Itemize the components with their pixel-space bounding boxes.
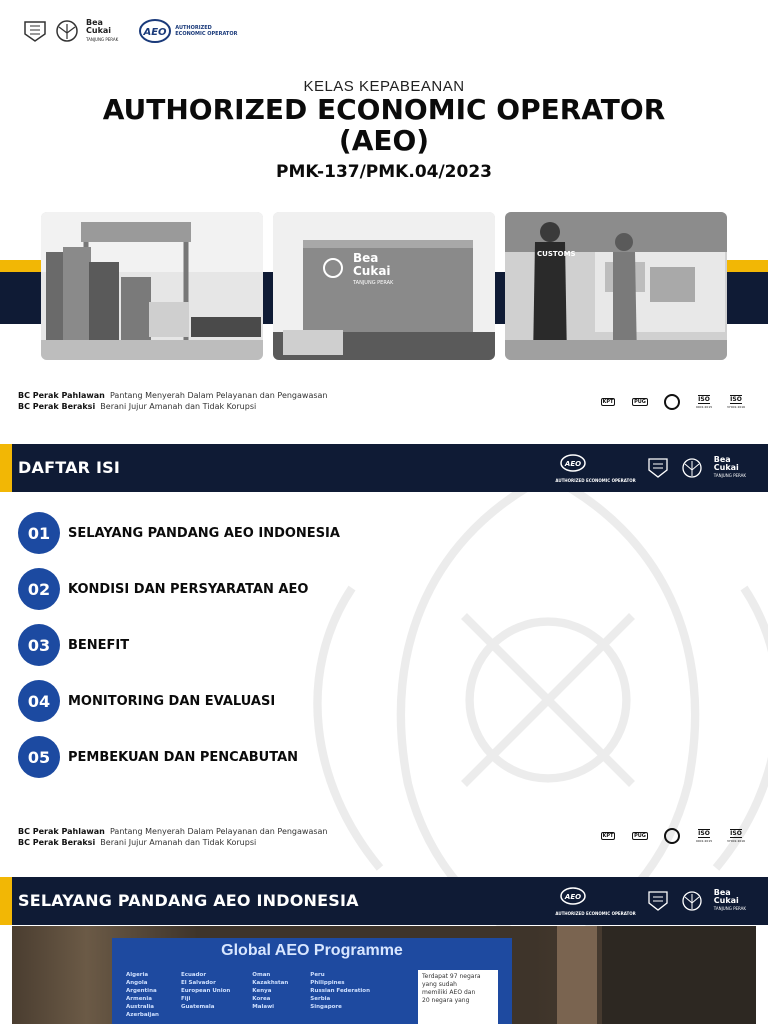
footer-taglines: BC Perak Pahlawan Pantang Menyerah Dalam Pelayanan dan Pengawasan BC Perak Beraksi Berani Jujur Amanah dan Tidak Korupsi	[18, 391, 328, 411]
document-title	[0, 94, 768, 156]
country-name: Azerbaijan	[126, 1012, 159, 1018]
overview-section-bar	[0, 877, 768, 925]
country-name: Malawi	[252, 1004, 275, 1010]
toc-label: MONITORING DAN EVALUASI	[68, 693, 276, 709]
country-name: Kenya	[252, 988, 272, 994]
bea-cukai-mini-wordmark: Bea Cukai TANJUNG PERAK	[713, 888, 746, 911]
toc-label: KONDISI DAN PERSYARATAN AEO	[68, 581, 309, 597]
aeo-logo: AEO AUTHORIZED ECONOMIC OPERATOR	[138, 18, 237, 44]
building-sign-bea: Bea	[353, 251, 379, 265]
country-name: Fiji	[180, 996, 191, 1002]
toc-bar-logos	[555, 452, 746, 484]
customs-vest-text: CUSTOMS	[537, 250, 576, 258]
toc-section-bar	[0, 444, 768, 492]
photo-bea-cukai-building	[273, 212, 495, 360]
country-name: Algeria	[126, 972, 149, 978]
gold-accent-right	[724, 260, 768, 272]
country-name: Korea	[252, 996, 271, 1002]
slide-title: Global AEO Programme	[221, 942, 403, 959]
building-sign-tanjung-perak: TANJUNG PERAK	[353, 280, 394, 286]
svg-text:AEO: AEO	[143, 27, 167, 38]
toc-number: 04	[18, 680, 60, 722]
seal-badge-icon	[662, 826, 682, 846]
seal-badge-icon	[662, 392, 682, 412]
kpt-badge-icon: KPT	[602, 399, 614, 405]
svg-text:AEO: AEO	[565, 892, 582, 901]
toc-item-02[interactable]	[18, 568, 308, 610]
certification-badges-2	[598, 826, 746, 846]
title-line-2: (AEO)	[338, 124, 430, 157]
certification-badges	[598, 392, 746, 412]
document-kicker: KELAS KEPABEANAN	[303, 78, 465, 95]
overview-bar-logos	[555, 885, 746, 917]
country-name: El Salvador	[180, 980, 216, 986]
bea-cukai-emblem-icon	[54, 18, 80, 44]
bea-cukai-wordmark: Bea Cukai TANJUNG PERAK	[86, 17, 119, 42]
bea-cukai-mini-emblem-icon	[680, 889, 704, 913]
country-name: Serbia	[310, 996, 331, 1002]
iso-37001-badge-icon: ISO 37001:2016	[726, 830, 746, 843]
toc-item-04[interactable]	[18, 680, 275, 722]
aeo-mini-logo-icon: AEO AUTHORIZED ECONOMIC OPERATOR	[555, 454, 635, 483]
country-name: Argentina	[126, 988, 157, 994]
toc-number: 01	[18, 512, 60, 554]
aeo-globe-icon	[138, 18, 172, 44]
toc-label: PEMBEKUAN DAN PENCABUTAN	[68, 749, 299, 765]
photo-port-containers	[41, 212, 263, 360]
toc-item-03[interactable]	[18, 624, 129, 666]
toc-number: 05	[18, 736, 60, 778]
iso-9001-badge-icon: ISO 9001:2015	[695, 396, 713, 409]
kemenkeu-logo-icon	[22, 18, 48, 44]
toc-item-05[interactable]	[18, 736, 298, 778]
country-name: European Union	[180, 988, 231, 994]
section-accent	[0, 877, 12, 925]
country-name: Oman	[252, 972, 271, 978]
country-name: Armenia	[126, 996, 152, 1002]
slide-note: Terdapat 97 negara yang sudah memiliki AEO dan 20 negara yang	[418, 970, 498, 1024]
country-name: Russian Federation	[310, 988, 370, 994]
toc-item-01[interactable]	[18, 512, 340, 554]
country-name: Ecuador	[180, 972, 207, 978]
pug-badge-icon: PUG	[634, 399, 646, 405]
svg-text:AEO: AEO	[565, 459, 582, 468]
gold-accent-left	[0, 260, 44, 272]
kemenkeu-mini-logo-icon	[646, 456, 670, 480]
toc-number: 03	[18, 624, 60, 666]
country-name: Singapore	[310, 1004, 342, 1010]
country-name: Australia	[126, 1004, 154, 1010]
country-name: Guatemala	[180, 1004, 215, 1010]
country-name: Kazakhstan	[252, 980, 289, 986]
iso-37001-badge-icon: ISO 37001:2016	[726, 396, 746, 409]
photo-customs-inspection	[505, 212, 727, 360]
footer-taglines-2: BC Perak Pahlawan Pantang Menyerah Dalam Pelayanan dan Pengawasan BC Perak Beraksi Berani Jujur Amanah dan Tidak Korupsi	[18, 827, 328, 847]
building-sign-cukai: Cukai	[353, 264, 391, 278]
country-name: Peru	[310, 972, 325, 978]
bea-cukai-mini-emblem-icon	[680, 456, 704, 480]
toc-number: 02	[18, 568, 60, 610]
presentation-screen	[112, 938, 512, 1024]
country-list	[126, 972, 370, 1019]
global-aeo-slide-photo	[12, 926, 756, 1024]
iso-9001-badge-icon: ISO 9001:2015	[695, 830, 713, 843]
toc-heading: DAFTAR ISI	[18, 458, 120, 477]
overview-heading: SELAYANG PANDANG AEO INDONESIA	[18, 891, 359, 910]
aeo-mini-logo-icon: AEO AUTHORIZED ECONOMIC OPERATOR	[555, 887, 635, 916]
toc-label: SELAYANG PANDANG AEO INDONESIA	[68, 525, 340, 541]
country-name: Angola	[126, 980, 148, 986]
country-name: Philippines	[310, 980, 345, 986]
kemenkeu-mini-logo-icon	[646, 889, 670, 913]
kpt-badge-icon: KPT	[602, 833, 614, 839]
pug-badge-icon: PUG	[634, 833, 646, 839]
section-accent	[0, 444, 12, 492]
header-logos	[22, 14, 237, 48]
toc-label: BENEFIT	[68, 637, 130, 653]
bea-cukai-mini-wordmark: Bea Cukai TANJUNG PERAK	[713, 455, 746, 478]
regulation-number: PMK-137/PMK.04/2023	[275, 162, 492, 182]
title-line-1: AUTHORIZED ECONOMIC OPERATOR	[102, 93, 666, 126]
